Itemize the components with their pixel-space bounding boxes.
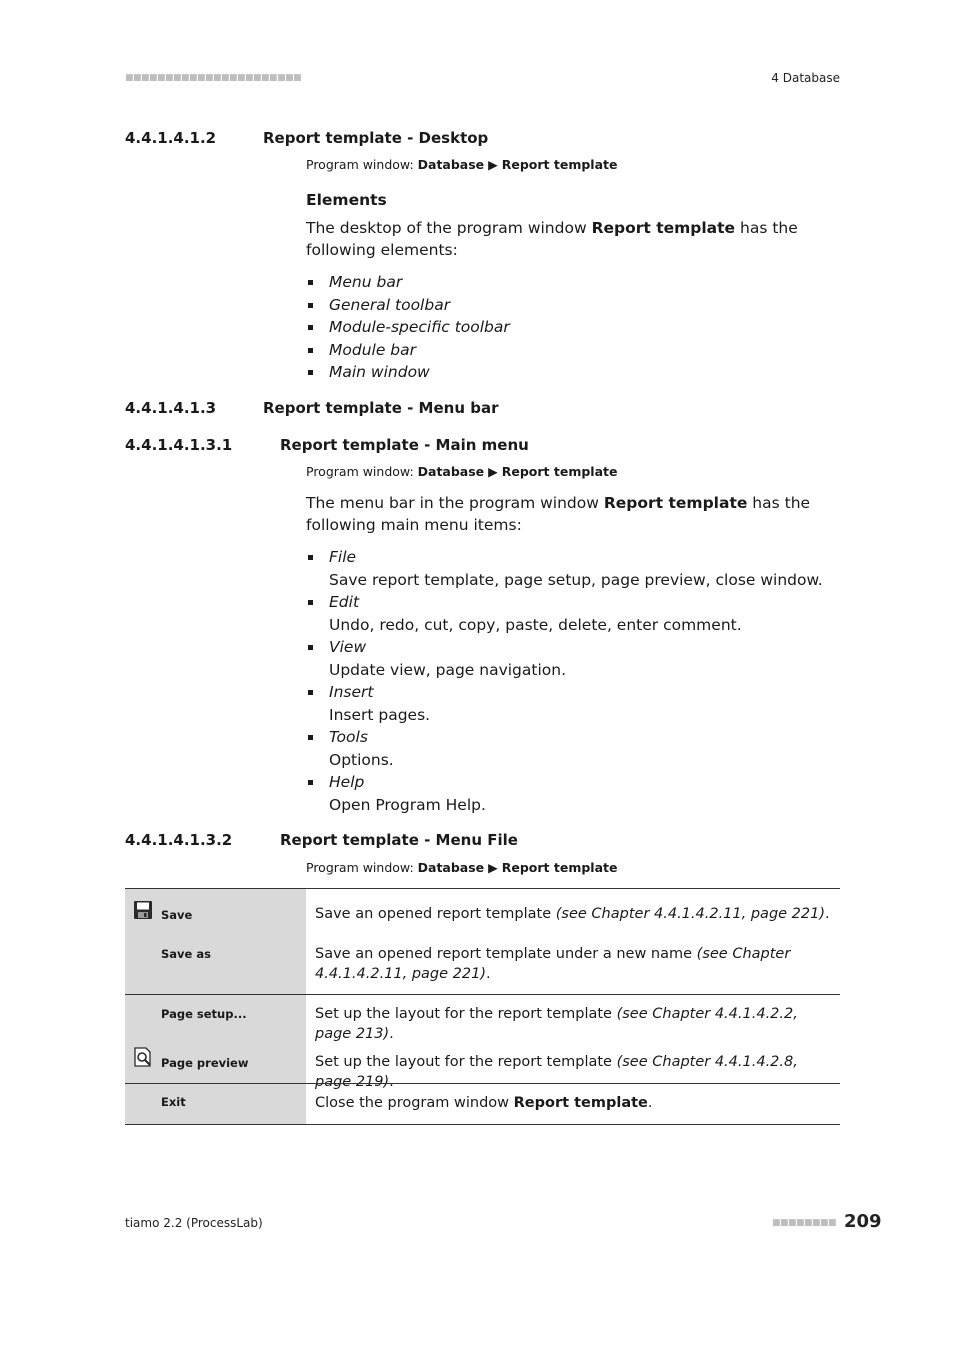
desktop-elements-list xyxy=(306,271,842,384)
list-item xyxy=(306,591,842,636)
header-decoration: ■■■■■■■■■■■■■■■■■■■■■■ xyxy=(125,73,302,83)
menu-item-description: Save report template, page setup, page preview, close window. xyxy=(329,570,823,589)
desktop-intro: The desktop of the program window Report template has the following elements: xyxy=(306,219,798,259)
list-item: Menu bar xyxy=(306,271,842,294)
section-number: 4.4.1.4.1.3.1 xyxy=(125,436,233,454)
table-group xyxy=(125,888,840,995)
menu-item-name: File xyxy=(329,548,357,566)
menu-label-page-setup: Page setup... xyxy=(161,1007,247,1021)
save-description: Save an opened report template (see Chapter 4.4.1.4.2.11, page 221). xyxy=(315,906,830,922)
menu-item-description: Undo, redo, cut, copy, paste, delete, enter comment. xyxy=(329,615,742,634)
list-item: Module bar xyxy=(306,339,842,362)
menu-label-exit: Exit xyxy=(161,1095,186,1109)
page-preview-icon xyxy=(133,1047,153,1067)
elements-heading: Elements xyxy=(306,191,387,209)
page-number: 209 xyxy=(844,1211,882,1232)
label-cell xyxy=(125,1084,306,1124)
menu-item-description: Options. xyxy=(329,750,394,769)
list-item xyxy=(306,681,842,726)
list-item xyxy=(306,726,842,771)
page-preview-description: Set up the layout for the report template (see Chapter 4.4.1.4.2.8, page 219). xyxy=(315,1054,798,1090)
section-number: 4.4.1.4.1.3 xyxy=(125,399,217,417)
menu-label-page-preview: Page preview xyxy=(161,1056,249,1070)
menu-item-description: Update view, page navigation. xyxy=(329,660,567,679)
save-icon xyxy=(133,900,153,920)
page-setup-description: Set up the layout for the report template (see Chapter 4.4.1.4.2.2, page 213). xyxy=(315,1006,798,1042)
section-title: Report template - Menu bar xyxy=(263,399,499,417)
list-item xyxy=(306,771,842,816)
main-menu-list xyxy=(306,546,842,816)
section-number: 4.4.1.4.1.3.2 xyxy=(125,831,233,849)
save-as-description: Save an opened report template under a new name (see Chapter 4.4.1.4.2.11, page 221). xyxy=(315,946,791,982)
menu-item-name: Help xyxy=(329,773,365,791)
list-item: General toolbar xyxy=(306,294,842,317)
menu-label-save-as: Save as xyxy=(161,947,211,961)
program-window-path: Program window: Database ▶ Report template xyxy=(306,860,618,875)
program-window-path: Program window: Database ▶ Report template xyxy=(306,464,618,479)
footer-decoration: ■■■■■■■■ xyxy=(772,1218,837,1228)
list-item xyxy=(306,546,842,591)
menu-item-name: Edit xyxy=(329,593,360,611)
list-item: Module-specific toolbar xyxy=(306,316,842,339)
list-item xyxy=(306,636,842,681)
section-title: Report template - Desktop xyxy=(263,129,489,147)
menu-item-name: Insert xyxy=(329,683,374,701)
menu-label-save: Save xyxy=(161,908,193,922)
menu-bar-intro: The menu bar in the program window Report template has the following main menu items: xyxy=(306,494,811,534)
menu-item-name: View xyxy=(329,638,367,656)
list-item: Main window xyxy=(306,361,842,384)
menu-item-name: Tools xyxy=(329,728,368,746)
table-group xyxy=(125,1083,840,1125)
section-number: 4.4.1.4.1.2 xyxy=(125,129,217,147)
section-title: Report template - Menu File xyxy=(280,831,518,849)
menu-item-description: Open Program Help. xyxy=(329,795,486,814)
footer-product: tiamo 2.2 (ProcessLab) xyxy=(125,1216,263,1230)
menu-item-description: Insert pages. xyxy=(329,705,431,724)
section-title: Report template - Main menu xyxy=(280,436,529,454)
chapter-title: 4 Database xyxy=(771,71,840,85)
exit-description: Close the program window Report template. xyxy=(315,1095,653,1111)
table-group xyxy=(125,994,840,1090)
program-window-path: Program window: Database ▶ Report template xyxy=(306,157,618,172)
